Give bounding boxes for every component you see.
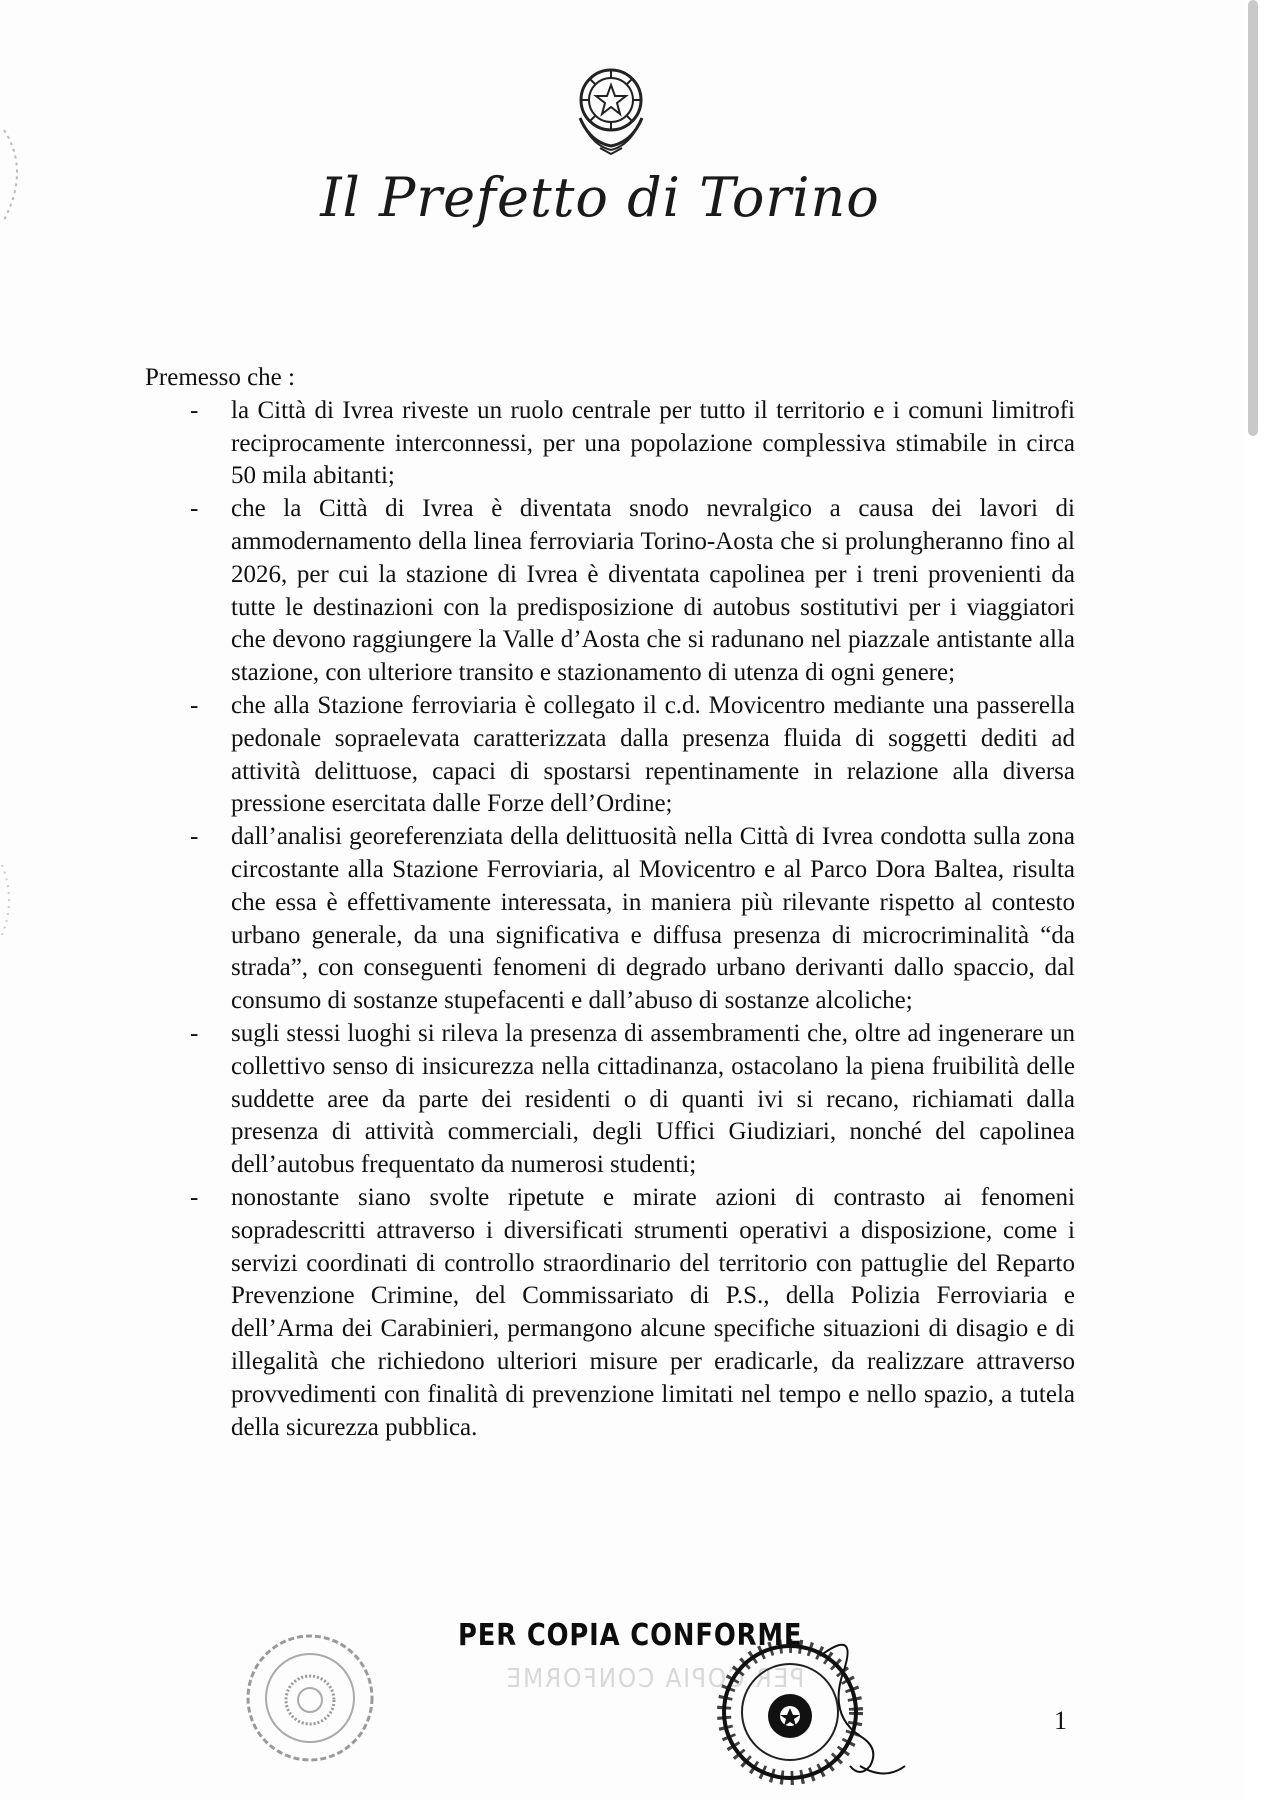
list-bullet: - bbox=[190, 1183, 199, 1211]
document-body bbox=[145, 362, 1075, 1444]
copy-conform-stamp-bleed: PER COPIA CONFORME bbox=[504, 1664, 805, 1694]
official-round-stamp-icon bbox=[240, 1628, 380, 1768]
list-item-text: che la Città di Ivrea è diventata snodo nevralgico a causa dei lavori di ammodernamento della linea ferroviaria Torino-Aosta che si prolungheranno fino al 2026, per cui la stazione di Ivrea è diventata capolinea per i treni provenienti da tutte le destinazioni con la predisposizione di autobus sostitutivi per i viaggiatori che devono raggiungere la Valle d’Aosta che si radunano nel piazzale antistante alla stazione, con ulteriore transito e stazionamento di utenza di ogni genere; bbox=[231, 495, 1075, 687]
copy-conform-stamp: PER COPIA CONFORME bbox=[458, 1618, 803, 1653]
prefettura-round-stamp-icon bbox=[710, 1616, 910, 1800]
scrollbar[interactable] bbox=[1248, 0, 1258, 1800]
list-item bbox=[145, 493, 1075, 690]
list-item bbox=[145, 690, 1075, 821]
list-item-text: che alla Stazione ferroviaria è collegato il c.d. Movicentro mediante una passerella pedonale sopraelevata caratterizzata dalla presenza fluida di soggetti dediti ad attività delittuose, capaci di spostarsi repentinamente in relazione alla diversa pressione esercitata dalle Forze dell’Ordine; bbox=[231, 691, 1075, 818]
list-item-text: sugli stessi luoghi si rileva la presenza di assembramenti che, oltre ad ingenerare un collettivo senso di insicurezza nella cittadinanza, ostacolano la piena fruibilità delle suddette aree da parte dei residenti o di quanti ivi si recano, richiamati dalla presenza di attività commerciali, degli Uffici Giudiziari, nonché del capolinea dell’autobus frequentato da numerosi studenti; bbox=[231, 1019, 1075, 1179]
intro-line: Premesso che : bbox=[145, 364, 295, 391]
list-item-text: nonostante siano svolte ripetute e mirate azioni di contrasto ai fenomeni sopradescritti attraverso i diversificati strumenti operativi a disposizione, come i servizi coordinati di controllo straordinario del territorio con pattuglie del Reparto Prevenzione Crimine, del Commissariato di P.S., della Polizia Ferroviaria e dell’Arma dei Carabinieri, permangono alcune specifiche situazioni di disagio e di illegalità che richiedono ulteriori misure per eradicarle, da realizzare attraverso provvedimenti con finalità di prevenzione limitati nel tempo e nello spazio, a tutela della sicurezza pubblica. bbox=[231, 1183, 1075, 1441]
scan-edge-mark-icon bbox=[0, 860, 20, 940]
list-bullet: - bbox=[190, 396, 199, 424]
list-bullet: - bbox=[190, 495, 199, 523]
list-item bbox=[145, 1182, 1075, 1444]
scan-edge-stamp-icon bbox=[0, 120, 40, 230]
list-bullet: - bbox=[190, 1019, 199, 1047]
list-item bbox=[145, 395, 1075, 493]
list-item bbox=[145, 1018, 1075, 1182]
premise-list bbox=[145, 395, 1075, 1445]
page-title: Il Prefetto di Torino bbox=[320, 166, 880, 229]
list-bullet: - bbox=[190, 823, 199, 851]
list-item-text: la Città di Ivrea riveste un ruolo centrale per tutto il territorio e i comuni limitrofi reciprocamente interconnessi, per una popolazione complessiva stimabile in circa 50 mila abitanti; bbox=[231, 396, 1075, 490]
list-item-text: dall’analisi georeferenziata della delittuosità nella Città di Ivrea condotta sulla zona circostante alla Stazione Ferroviaria, al Movicentro e al Parco Dora Baltea, risulta che essa è effettivamente interessata, in maniera più rilevante rispetto al contesto urbano generale, da una significativa e diffusa presenza di microcriminalità “da strada”, con conseguenti fenomeni di degrado urbano derivanti dallo spaccio, dal consumo di sostanze stupefacenti e dall’abuso di sostanze alcoliche; bbox=[231, 823, 1075, 1015]
list-bullet: - bbox=[190, 691, 199, 719]
scrollbar-thumb[interactable] bbox=[1248, 0, 1258, 436]
italian-republic-emblem-icon bbox=[570, 60, 652, 156]
list-item bbox=[145, 821, 1075, 1018]
page-number: 1 bbox=[1054, 1706, 1067, 1735]
